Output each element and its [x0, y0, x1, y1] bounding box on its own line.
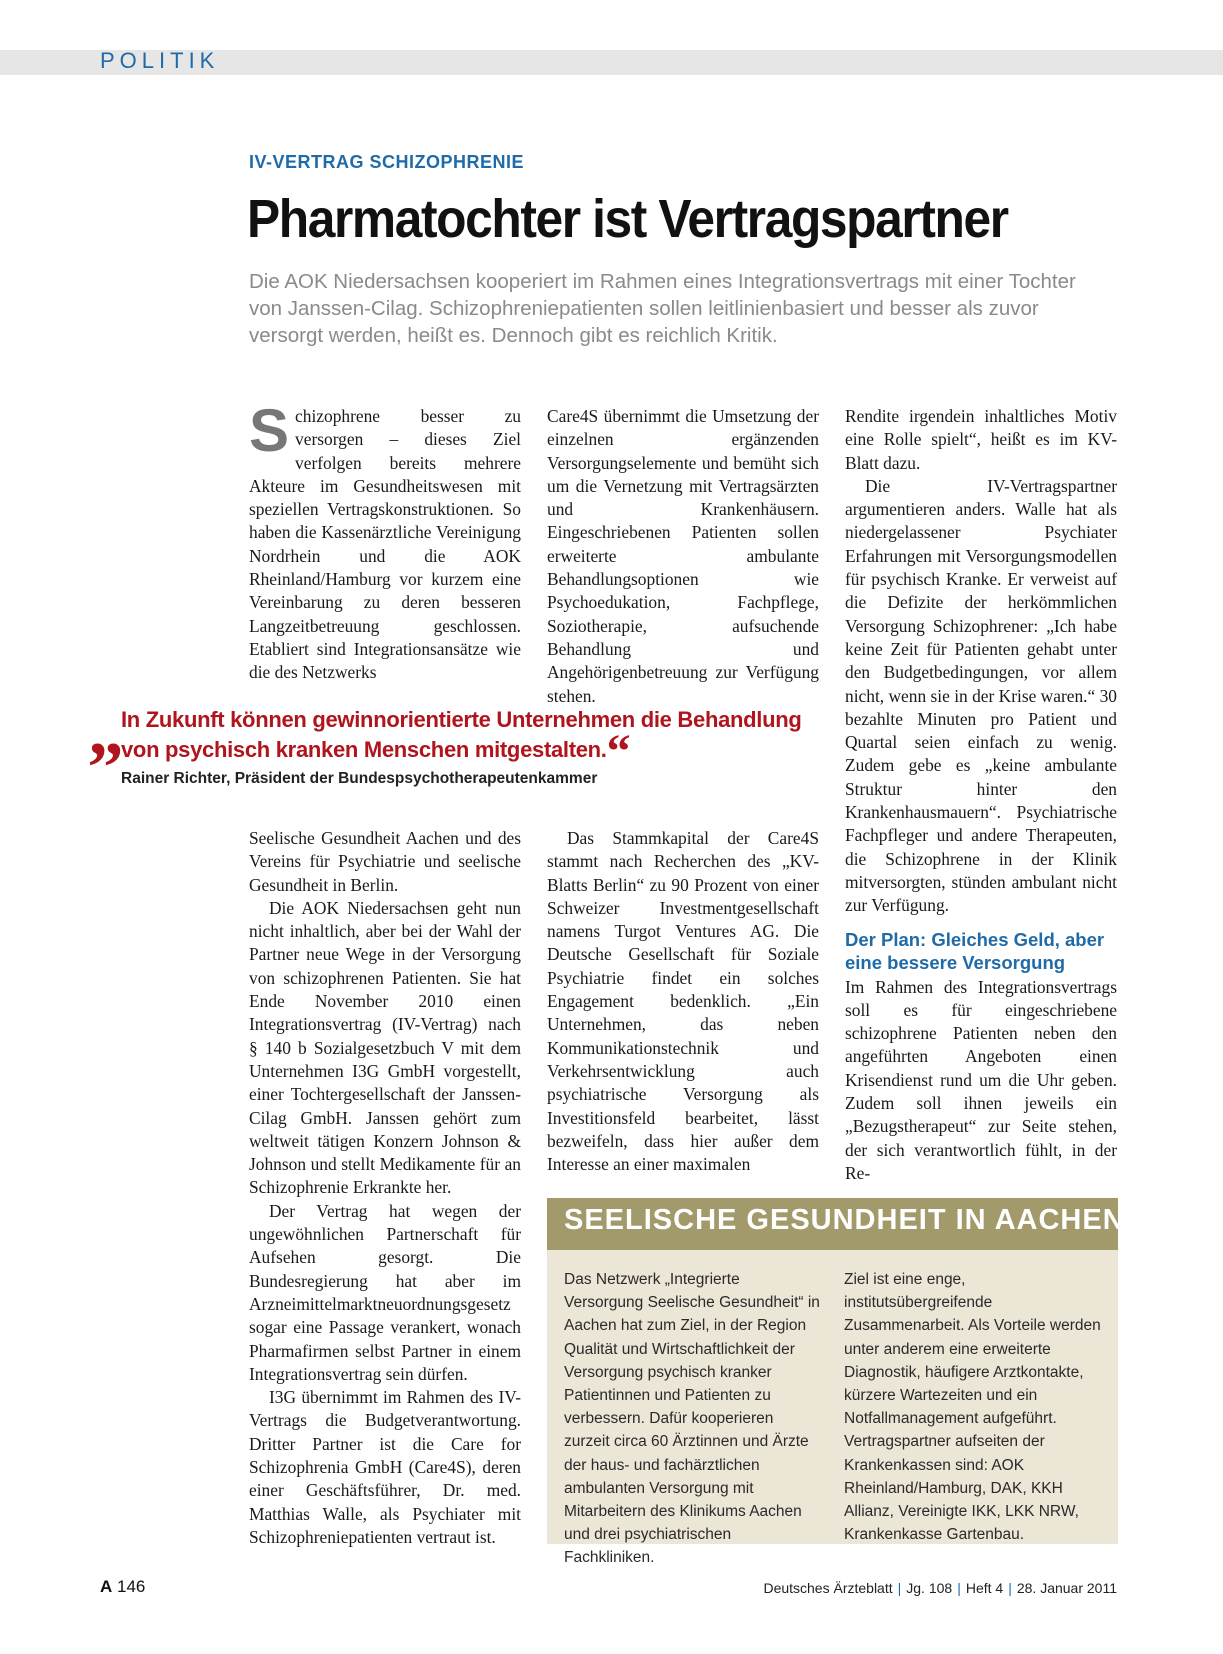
footer-separator: | [957, 1580, 961, 1596]
paragraph: I3G übernimmt im Rahmen des IV-Vertrags die Budgetverantwortung. Dritter Partner ist die Care for Schizophrenia GmbH (Care4S), deren einer Geschäftsführer, Dr. med. Matthias Walle, als Psychiater mit Schizophreniepatienten vertraut ist. [249, 1387, 521, 1547]
drop-cap: S [249, 397, 290, 464]
top-column-1-text: chizophrene besser zu versorgen – dieses Ziel verfolgen bereits mehrere Akteure im Gesundheitswesen mit speziellen Vertragskonstruktionen. So haben die Kassenärztliche Vereinigung Nordrhein und die AOK Rheinland/Hamburg vor kurzem eine Vereinbarung zu deren besseren Langzeitbetreuung geschlossen. Etabliert sind Integrationsansätze wie die des Netzwerks [249, 406, 521, 683]
info-box [547, 1198, 1125, 1567]
issue: Heft 4 [965, 1580, 1004, 1596]
volume: Jg. 108 [906, 1580, 953, 1596]
top-column-2 [547, 405, 819, 708]
paragraph: Die IV-Vertragspartner argumentieren anders. Walle hat als niedergelassener Psychiater Erfahrungen mit Versorgungsmodellen für psychisch Kranke. Er verweist auf die Defizite der herkömmlichen Versorgung Schizophrener: „Ich habe keine Zeit für Patienten gehabt unter den Budgetbedingungen, vor allem nicht, wenn sie in der Krise waren.“ 30 bezahlte Minuten pro Patient und Quartal seien einfach zu wenig. Zudem gebe es „keine ambulante Struktur hinter den Krankenhausmauern“. Psychiatrische Fachpfleger und andere Therapeuten, die Schizophrene in der Klinik mitversorgten, stünden ambulant nicht zur Verfügung. [845, 475, 1117, 916]
top-column-1 [249, 397, 521, 685]
pull-quote-text: In Zukunft können gewinnorientierte Unternehmen die Behandlung von psychisch kranken Menschen mitgestalten. [121, 707, 802, 762]
paragraph: Die AOK Niedersachsen geht nun nicht inhaltlich, aber bei der Wahl der Partner neue Wege in der Versorgung von schizophrenen Patienten. Sie hat Ende November 2010 einen Integrationsvertrag (IV-Vertrag) nach § 140 b Sozialgesetzbuch V mit dem Unternehmen I3G GmbH vorgestellt, einer Tochtergesellschaft der Janssen-Cilag GmbH. Janssen gehört zum weltweit tätigen Konzern Johnson & Johnson und stellt Medikamente für an Schizophrenie Erkrankte her. [249, 897, 521, 1198]
bottom-column-2 [547, 827, 819, 1176]
paragraph: Seelische Gesundheit Aachen und des Vereins für Psychiatrie und seelische Gesundheit in Berlin. [249, 828, 521, 895]
bottom-column-1 [249, 827, 521, 1549]
article-kicker: IV-VERTRAG SCHIZOPHRENIE [249, 152, 525, 172]
info-box-column-1: Das Netzwerk „Integrierte Versorgung Seelische Gesundheit“ in Aachen hat zum Ziel, in der Region Qualität und Wirtschaftlichkeit der Versorgung psychisch kranker Patientinnen und Patienten zu verbessern. Dafür kooperieren zurzeit circa 60 Ärztinnen und Ärzte der haus- und fachärztlichen ambulanten Versorgung mit Mitarbeitern des Klinikums Aachen und drei psychiatrischen Fachkliniken. [564, 1271, 820, 1567]
pull-quote [121, 705, 841, 778]
paragraph: Das Stammkapital der Care4S stammt nach Recherchen des „KV-Blatts Berlin“ zu 90 Prozent von einer Schweizer Investmentgesellschaft namens Turgot Ventures AG. Die Deutsche Gesellschaft für Soziale Psychiatrie findet ein solches Engagement bedenklich. „Ein Unternehmen, das neben Kommunikationstechnik und Verkehrsentwicklung auch psychiatrische Versorgung als Investitionsfeld bearbeitet, lässt bezweifeln, dass hier außer dem Interesse an einer maximalen [547, 828, 819, 1175]
paragraph: Im Rahmen des Integrationsvertrags soll es für eingeschriebene schizophrene Patienten neben den angeführten Angeboten einen Krisendienst rund um die Uhr geben. Zudem soll ihnen jeweils ein „Bezugstherapeut“ zur Seite stehen, der sich verantwortlich fühlt, in der Re- [845, 976, 1117, 1183]
quote-open-mark: „ [88, 690, 124, 770]
journal-name: Deutsches Ärzteblatt [763, 1580, 893, 1596]
top-column-2-text: Care4S übernimmt die Umsetzung der einzelnen ergänzenden Versorgungselemente und bemüht sich um die Vernetzung mit Vertragsärzten und Krankenhäusern. Eingeschriebenen Patienten sollen erweiterte ambulante Behandlungsoptionen wie Psychoedukation, Fachpflege, Soziotherapie, aufsuchende Behandlung und Angehörigenbetreuung zur Verfügung stehen. [547, 406, 819, 706]
info-box-title: SEELISCHE GESUNDHEIT IN AACHEN [564, 1204, 1125, 1236]
article-lead: Die AOK Niedersachsen kooperiert im Rahmen eines Integrationsvertrags mit einer Tochter von Janssen-Cilag. Schizophreniepatienten sollen leitlinienbasiert und besser als zuvor versorgt werden, heißt es. Dennoch gibt es reichlich Kritik. [249, 270, 1076, 347]
footer-separator: | [1008, 1580, 1012, 1596]
info-box-column-2: Ziel ist eine enge, institutsübergreifende Zusammenarbeit. Als Vorteile werden unter anderem eine erweiterte Diagnostik, häufigere Arztkontakte, kürzere Wartezeiten und ein Notfallmanagement aufgeführt. Vertragspartner aufseiten der Krankenkassen sind: AOK Rheinland/Hamburg, DAK, KKH Allianz, Vereinigte IKK, LKK NRW, Krankenkasse Gartenbau. [844, 1271, 1101, 1544]
footer-meta [763, 1580, 1117, 1596]
page-number [100, 1577, 145, 1597]
page-prefix: A [100, 1577, 113, 1596]
column-3 [845, 405, 1117, 1185]
quote-author: Rainer Richter, Präsident der Bundespsychotherapeutenkammer [121, 770, 598, 787]
quote-close-mark: “ [606, 725, 631, 778]
page-number-value: 146 [117, 1577, 146, 1596]
paragraph: Rendite irgendein inhaltliches Motiv eine Rolle spielt“, heißt es im KV-Blatt dazu. [845, 406, 1117, 473]
subheading: Der Plan: Gleiches Geld, aber eine bessere Versorgung [845, 928, 1105, 973]
info-box-header [547, 1198, 1125, 1250]
issue-date: 28. Januar 2011 [1016, 1580, 1117, 1596]
footer-separator: | [897, 1580, 902, 1596]
paragraph: Der Vertrag hat wegen der ungewöhnlichen Partnerschaft für Aufsehen gesorgt. Die Bundesregierung hat aber im Arzneimittelmarktneuordnungsgesetz sogar eine Passage verankert, wonach Pharmafirmen selbst Partner in einem Integrationsvertrag sein dürfen. [249, 1200, 521, 1384]
section-label: POLITIK [100, 48, 220, 73]
article-headline: Pharmatochter ist Vertragspartner [247, 189, 1008, 249]
